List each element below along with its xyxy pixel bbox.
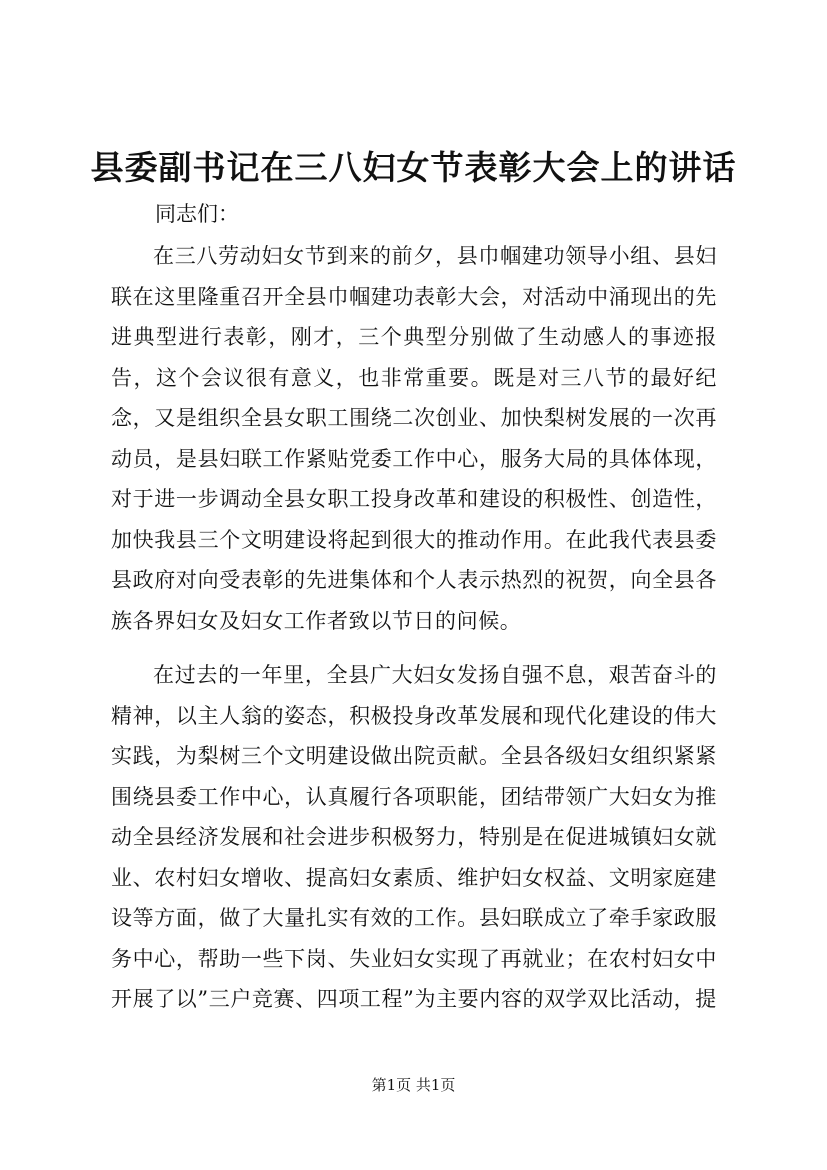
page-footer: 第1页 共1页 <box>371 1076 456 1094</box>
document-title: 县委副书记在三八妇女节表彰大会上的讲话 <box>90 148 737 187</box>
salutation: 同志们： <box>155 202 239 226</box>
paragraph-2: 在过去的一年里，全县广大妇女发扬自强不息，艰苦奋斗的精神，以主人翁的姿态，积极投身改革发展和现代化建设的伟大实践，为梨树三个文明建设做出院贡献。全县各级妇女组织紧紧围绕县委工作中心，认真履行各项职能，团结带领广大妇女为推动全县经济发展和社会进步积极努力，特别是在促进城镇妇女就业、农村妇女增收、提高妇女素质、维护妇女权益、文明家庭建设等方面，做了大量扎实有效的工作。县妇联成立了牵手家政服务中心，帮助一些下岗、失业妇女实现了再就业；在农村妇女中开展了以”三户竞赛、四项工程”为主要内容的双学双比活动，提 <box>111 663 717 1011</box>
paragraph-1: 在三八劳动妇女节到来的前夕，县巾帼建功领导小组、县妇联在这里隆重召开全县巾帼建功表彰大会，对活动中涌现出的先进典型进行表彰，刚才，三个典型分别做了生动感人的事迹报告，这个会议很有意义，也非常重要。既是对三八节的最好纪念，又是组织全县女职工围绕二次创业、加快梨树发展的一次再动员，是县妇联工作紧贴党委工作中心，服务大局的具体体现，对于进一步调动全县女职工投身改革和建设的积极性、创造性，加快我县三个文明建设将起到很大的推动作用。在此我代表县委县政府对向受表彰的先进集体和个人表示热烈的祝贺，向全县各族各界妇女及妇女工作者致以节日的问候。 <box>111 244 717 633</box>
